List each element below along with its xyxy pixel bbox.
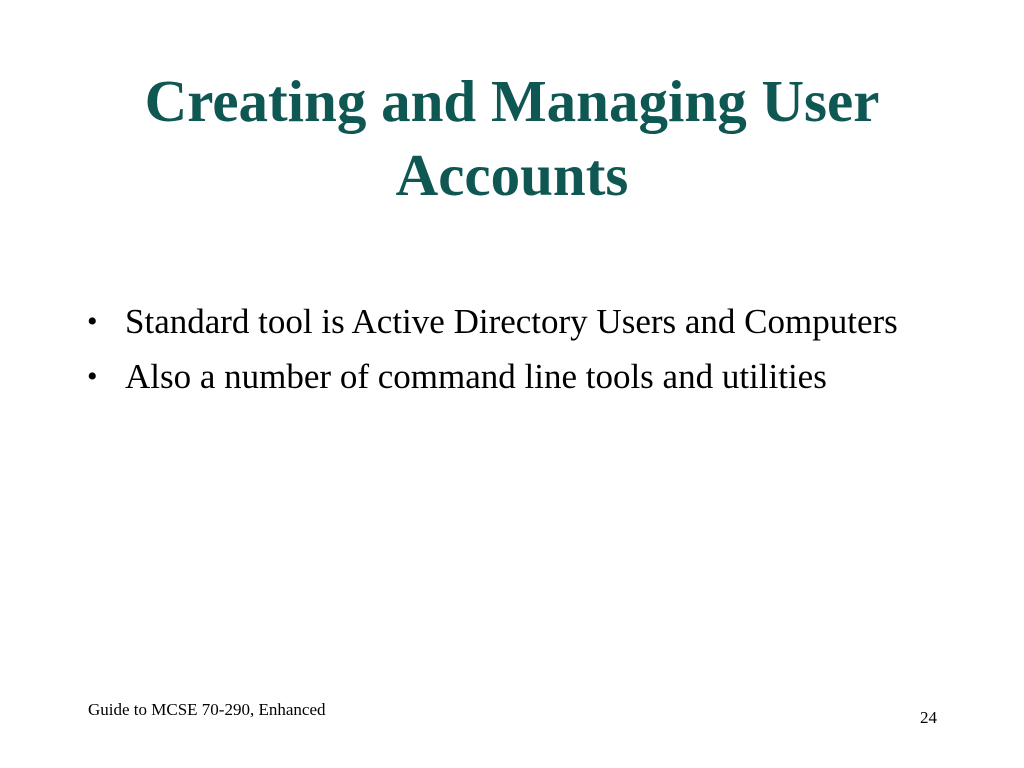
bullet-item — [87, 300, 967, 343]
page-number: 24 — [920, 708, 937, 727]
bullet-text: Standard tool is Active Directory Users and Computers — [125, 302, 898, 341]
footer-text: Guide to MCSE 70-290, Enhanced — [88, 700, 326, 719]
bullet-dot-icon: • — [87, 305, 98, 338]
bullet-list — [87, 300, 967, 410]
bullet-dot-icon: • — [87, 360, 98, 393]
bullet-text: Also a number of command line tools and utilities — [125, 357, 827, 396]
bullet-item — [87, 355, 967, 398]
slide-title: Creating and Managing User Accounts — [144, 68, 880, 208]
